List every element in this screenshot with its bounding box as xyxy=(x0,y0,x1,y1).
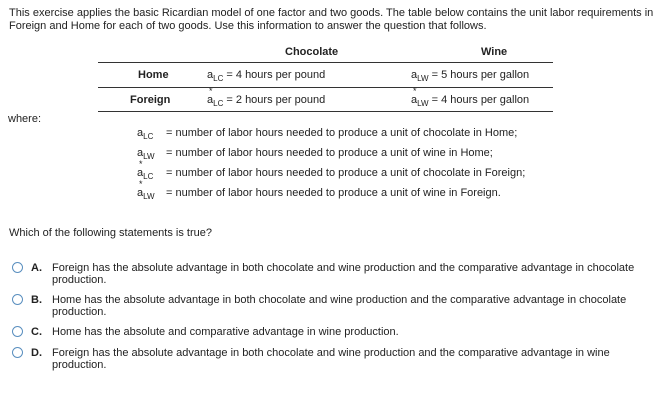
choice-a[interactable] xyxy=(12,262,652,286)
home-chocolate-cell: $a_{LC} = 4$ hours per pound xyxy=(207,69,326,83)
header-wine: Wine xyxy=(481,46,508,58)
row-label: Foreign xyxy=(130,94,171,106)
choice-letter: B. xyxy=(31,294,42,306)
intro-text: This exercise applies the basic Ricardian model of one factor and two goods. The table below contains the unit labor requirements in Foreign and Home for each of two goods. Use this information to answer the question that follows. xyxy=(9,7,654,32)
table-header xyxy=(98,44,553,62)
radio-button[interactable] xyxy=(12,347,23,358)
choice-c[interactable] xyxy=(12,326,652,339)
radio-button[interactable] xyxy=(12,262,23,273)
choice-text[interactable]: Home has the absolute advantage in both chocolate and wine production and the comparative advantage in chocolate production. xyxy=(52,294,627,318)
foreign-wine-cell: * $a_{LW} = 4$ hours per gallon xyxy=(411,86,530,108)
choice-text[interactable]: Home has the absolute and comparative advantage in wine production. xyxy=(52,326,399,338)
choice-b[interactable] xyxy=(12,294,652,318)
header-chocolate: Chocolate xyxy=(285,46,339,58)
choice-letter: C. xyxy=(31,326,42,338)
table-row-home xyxy=(98,62,553,87)
row-label: Home xyxy=(138,69,169,81)
labor-requirements-table xyxy=(98,44,553,112)
choice-text[interactable]: Foreign has the absolute advantage in both chocolate and wine production and the comparative advantage in wine production. xyxy=(52,347,610,371)
choice-letter: A. xyxy=(31,262,42,274)
question-text: Which of the following statements is true? xyxy=(9,227,212,239)
choice-d[interactable] xyxy=(12,347,652,371)
radio-button[interactable] xyxy=(12,326,23,337)
choice-text[interactable]: Foreign has the absolute advantage in both chocolate and wine production and the comparative advantage in chocolate production. xyxy=(52,262,635,286)
answer-choices xyxy=(12,262,652,379)
where-label: where: xyxy=(8,113,42,125)
radio-button[interactable] xyxy=(12,294,23,305)
foreign-chocolate-cell: * $a_{LC} = 2$ hours per pound xyxy=(207,86,326,108)
home-wine-cell: $a_{LW} = 5$ hours per gallon xyxy=(411,69,530,83)
table-row-foreign xyxy=(98,87,553,112)
choice-letter: D. xyxy=(31,347,42,359)
